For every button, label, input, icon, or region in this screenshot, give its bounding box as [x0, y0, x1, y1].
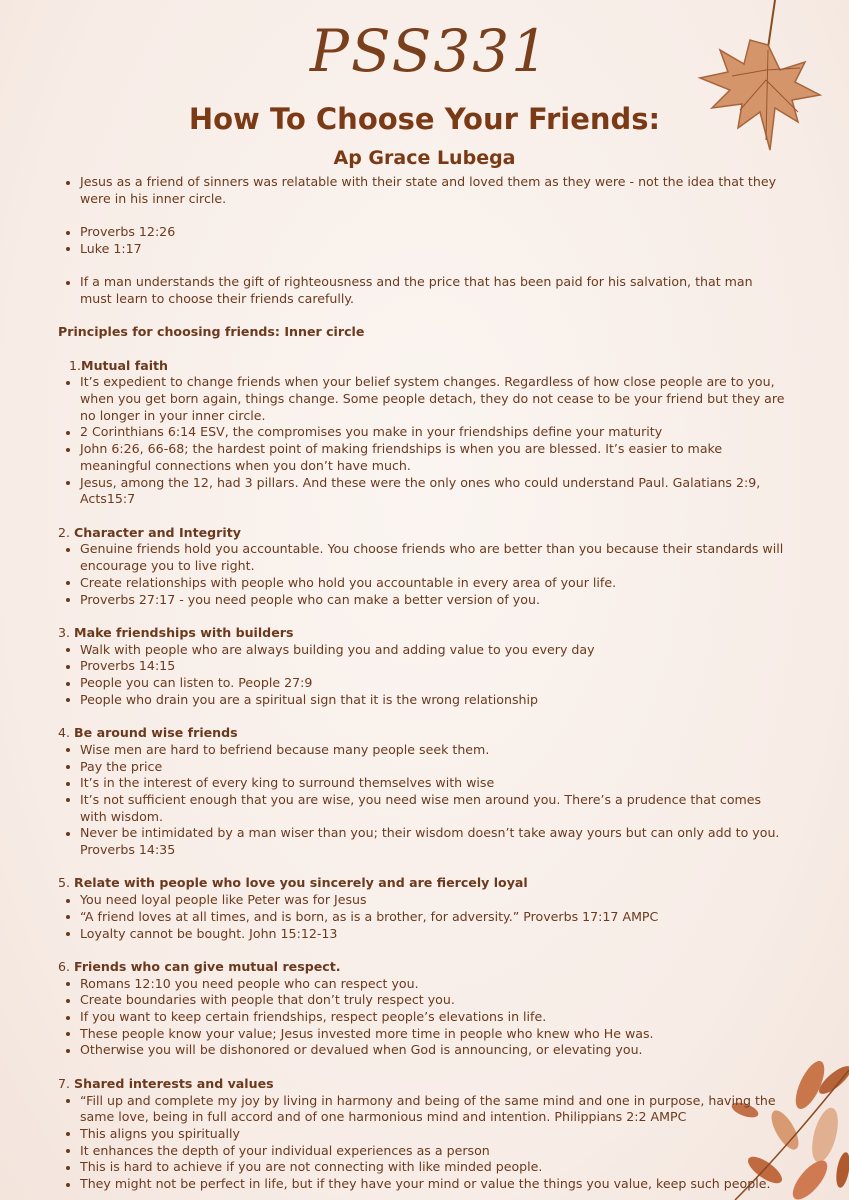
list-item: They might not be perfect in life, but if they have your mind or value the things you value, keep such people.	[80, 1176, 788, 1193]
list-item: This is hard to achieve if you are not connecting with like minded people.	[80, 1159, 788, 1176]
section-list	[58, 892, 788, 942]
document-body	[58, 174, 788, 1193]
list-item: Romans 12:10 you need people who can respect you.	[80, 976, 788, 993]
list-item: It enhances the depth of your individual experiences as a person	[80, 1143, 788, 1160]
section-heading	[58, 875, 788, 892]
list-item: Loyalty cannot be bought. John 15:12-13	[80, 926, 788, 943]
list-item: 2 Corinthians 6:14 ESV, the compromises you make in your friendships define your maturity	[80, 424, 788, 441]
list-item: These people know your value; Jesus invested more time in people who knew who He was.	[80, 1026, 788, 1043]
section-title: Be around wise friends	[74, 725, 238, 741]
section-heading	[58, 725, 788, 742]
intro-list-2	[58, 274, 788, 307]
list-item: Luke 1:17	[80, 241, 788, 258]
list-item: If a man understands the gift of righteousness and the price that has been paid for his salvation, that man must learn to choose their friends carefully.	[80, 274, 788, 307]
list-item: People who drain you are a spiritual sign that it is the wrong relationship	[80, 692, 788, 709]
list-item: This aligns you spiritually	[80, 1126, 788, 1143]
section-title: Shared interests and values	[74, 1075, 274, 1091]
section-number: 1.	[69, 357, 82, 373]
list-item: Never be intimidated by a man wiser than you; their wisdom doesn’t take away yours but can only add to you. Proverbs 14:35	[80, 825, 788, 858]
list-item: Proverbs 27:17 - you need people who can make a better version of you.	[80, 592, 788, 609]
section-list	[58, 742, 788, 859]
pss331-logo	[300, 14, 560, 88]
section-list	[58, 541, 788, 608]
section-list	[58, 976, 788, 1060]
list-item: “Fill up and complete my joy by living in harmony and being of the same mind and one in purpose, having the same love, being in full accord and of one harmonious mind and intention. Philippians 2:2 AMPC	[80, 1093, 788, 1126]
list-item: Walk with people who are always building you and adding value to you every day	[80, 642, 788, 659]
list-item: Create boundaries with people that don’t truly respect you.	[80, 992, 788, 1009]
section-number: 4.	[58, 725, 71, 741]
list-item: Proverbs 14:15	[80, 658, 788, 675]
list-item: Otherwise you will be dishonored or devalued when God is announcing, or elevating you.	[80, 1042, 788, 1059]
list-item: Proverbs 12:26	[80, 224, 788, 241]
list-item: You need loyal people like Peter was for Jesus	[80, 892, 788, 909]
section-heading	[58, 625, 788, 642]
reference-list	[58, 224, 788, 257]
list-item: Jesus as a friend of sinners was relatable with their state and loved them as they were - not the idea that they were in his inner circle.	[80, 174, 788, 207]
page-title: How To Choose Your Friends:	[188, 102, 661, 136]
section-number: 2.	[58, 524, 71, 540]
list-item: If you want to keep certain friendships, respect people’s elevations in life.	[80, 1009, 788, 1026]
list-item: John 6:26, 66-68; the hardest point of making friendships is when you are blessed. It’s easier to make meaningful connections when you don’t have much.	[80, 441, 788, 474]
section-list	[58, 374, 788, 508]
section-heading	[58, 358, 788, 375]
section-number: 5.	[58, 875, 71, 891]
list-item: People you can listen to. People 27:9	[80, 675, 788, 692]
section-heading	[58, 959, 788, 976]
section-number: 6.	[58, 958, 71, 974]
list-item: It’s in the interest of every king to surround themselves with wise	[80, 775, 788, 792]
logo-text: PSS331	[309, 17, 551, 85]
list-item: “A friend loves at all times, and is born, as is a brother, for adversity.” Proverbs 17:17 AMPC	[80, 909, 788, 926]
list-item: Pay the price	[80, 759, 788, 776]
list-item: Create relationships with people who hold you accountable in every area of your life.	[80, 575, 788, 592]
section-list	[58, 642, 788, 709]
section-number: 7.	[58, 1075, 71, 1091]
section-title: Make friendships with builders	[74, 624, 294, 640]
intro-list	[58, 174, 788, 207]
list-item: Jesus, among the 12, had 3 pillars. And these were the only ones who could understand Paul. Galatians 2:9, Acts15:7	[80, 475, 788, 508]
section-title: Friends who can give mutual respect.	[74, 958, 341, 974]
section-title: Relate with people who love you sincerely and are fiercely loyal	[74, 875, 528, 891]
page-subtitle: Ap Grace Lubega	[333, 147, 516, 169]
section-list	[58, 1093, 788, 1193]
section-number: 3.	[58, 624, 71, 640]
list-item: Wise men are hard to befriend because many people seek them.	[80, 742, 788, 759]
section-heading	[58, 1076, 788, 1093]
section-title: Character and Integrity	[74, 524, 241, 540]
principles-heading: Principles for choosing friends: Inner circle	[58, 324, 365, 340]
list-item: It’s not sufficient enough that you are wise, you need wise men around you. There’s a prudence that comes with wisdom.	[80, 792, 788, 825]
list-item: It’s expedient to change friends when your belief system changes. Regardless of how close people are to you, when you get born again, things change. Some people detach, they do not cease to be your friend but they are no longer in your inner circle.	[80, 374, 788, 424]
section-title: Mutual faith	[81, 357, 168, 373]
list-item: Genuine friends hold you accountable. You choose friends who are better than you because their standards will encourage you to live right.	[80, 541, 788, 574]
section-heading	[58, 525, 788, 542]
